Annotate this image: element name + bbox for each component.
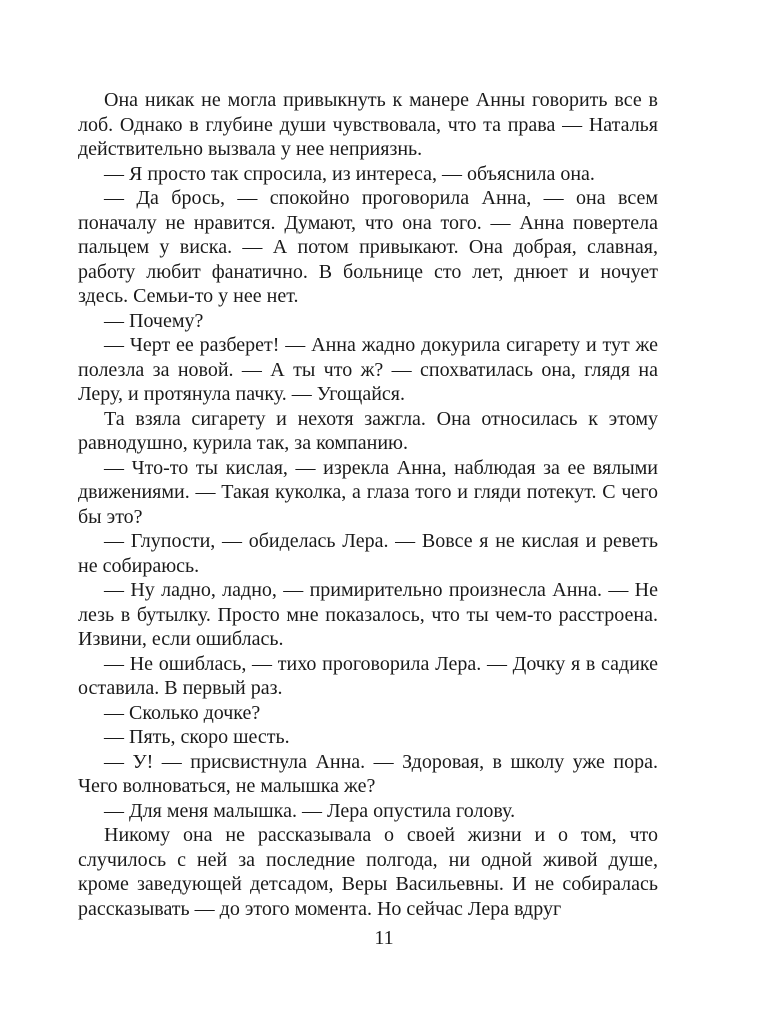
paragraph: — Пять, скоро шесть. — [104, 726, 290, 748]
paragraph: — Ну ладно, ладно, — примирительно произнесла Анна. — Не лезь в бутылку. Просто мне показалось, что ты чем-то расстроена. Извини, если ошиблась. — [78, 579, 658, 650]
page-number: 11 — [374, 927, 394, 949]
paragraph: — Не ошиблась, — тихо проговорила Лера. — Дочку я в садике оставила. В первый раз. — [78, 652, 658, 699]
paragraph: — Да брось, — спокойно проговорила Анна, — она всем поначалу не нравится. Думают, что она того. — Анна повертела пальцем у виска. — А потом привыкают. Она добрая, славная, работу любит фанатично. В больнице сто лет, днюет и ночует здесь. Семьи-то у нее нет. — [78, 187, 658, 307]
paragraph: — Почему? — [104, 309, 204, 332]
paragraph: — Сколько дочке? — [104, 701, 261, 724]
paragraph: — Черт ее разберет! — Анна жадно докурила сигарету и тут же полезла за новой. — А ты что ж? — спохватилась она, глядя на Леру, и протянула пачку. — Угощайся. — [78, 334, 658, 405]
paragraph: — У! — присвистнула Анна. — Здоровая, в школу уже пора. Чего волноваться, не малышка же? — [78, 750, 658, 797]
paragraph: Та взяла сигарету и нехотя зажгла. Она относилась к этому равнодушно, курила так, за компанию. — [78, 407, 658, 454]
paragraph: Она никак не могла привыкнуть к манере Анны говорить все в лоб. Однако в глубине души чувствовала, что та права — Наталья действительно вызвала у нее неприязнь. — [78, 89, 658, 160]
paragraph: Никому она не рассказывала о своей жизни и о том, что случилось с ней за последние полгода, ни одной живой душе, кроме заведующей детсадом, Веры Васильевны. И не собиралась рассказывать — до этого момента. Но сейчас Лера вдруг — [78, 824, 658, 920]
body-text — [78, 88, 658, 921]
paragraph: — Что-то ты кислая, — изрекла Анна, наблюдая за ее вялыми движениями. — Такая куколка, а глаза того и гляди потекут. С чего бы это? — [78, 456, 658, 528]
paragraph: — Я просто так спросила, из интереса, — объяснила она. — [104, 162, 595, 185]
paragraph: — Для меня малышка. — Лера опустила голову. — [104, 799, 516, 822]
paragraph: — Глупости, — обиделась Лера. — Вовсе я не кислая и реветь не собираюсь. — [78, 530, 658, 577]
